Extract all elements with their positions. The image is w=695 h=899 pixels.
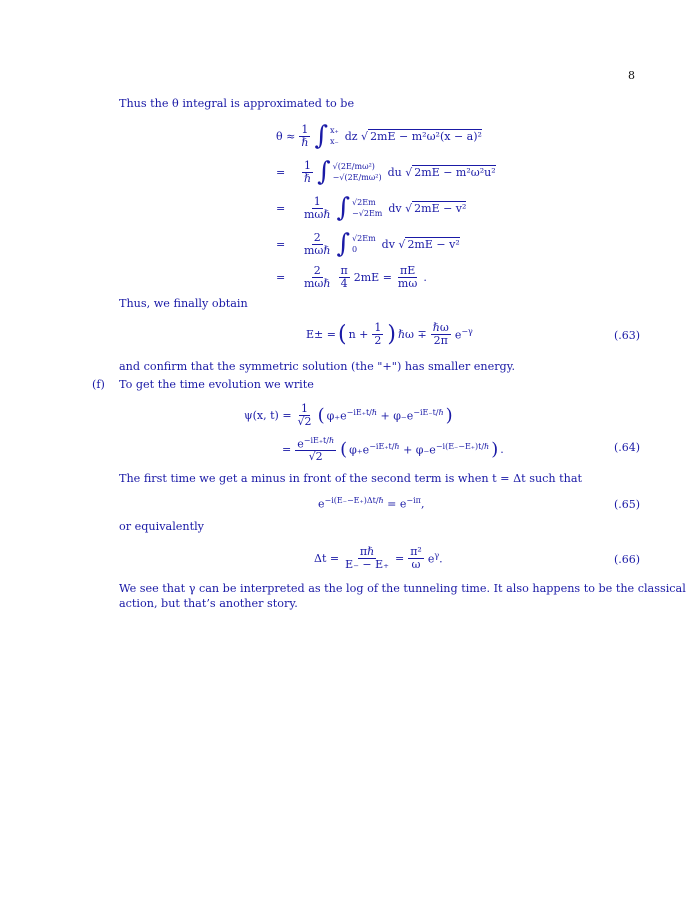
paragraph-first-time: The first time we get a minus in front of the second term is when t = Δt such that — [119, 472, 583, 485]
paragraph-finally: Thus, we finally obtain — [119, 297, 248, 310]
paragraph-theta-intro: Thus the θ integral is approximated to be — [119, 97, 355, 110]
page-number: 8 — [628, 69, 635, 82]
item-f-text: To get the time evolution we write — [119, 378, 314, 391]
paragraph-equivalently: or equivalently — [119, 520, 204, 533]
equation-number-65: (.65) — [614, 498, 641, 511]
equation-number-64: (.64) — [614, 441, 641, 454]
item-f-label: (f) — [92, 378, 105, 391]
theta-line-2: = $\frac{1}{\text{ℏ}}$ ∫ √(2E/mω²) −√(2E/mω²) du √ 2mE − m²ω²u² — [276, 157, 496, 187]
theta-line-4: = $\frac{2}{\text{mωℏ}}$ ∫ √2Em 0 dv √ 2mE − v² — [276, 229, 460, 259]
equation-number-66: (.66) — [614, 553, 641, 566]
equation-66: Δt = $\frac{\text{πℏ}}{E_- - E_+}$ = $\frac{\text{π²}}{\omega}$ $e^\gamma$. — [314, 544, 443, 571]
psi-line-2: = $\frac{e^{-iE_+t/\hbar}}{√2}$ ( $\varphi_+e^{-iE_+t/\hbar} + \varphi_-e^{-i(E_--E_+)t/\hbar}$ ) . — [282, 435, 504, 464]
equation-63: E± = ( n + $\frac{1}{2}$ ) ℏω ∓ $\frac{\text{ℏω}}{2\pi}$ $e^{-\gamma}$ — [306, 320, 473, 347]
equation-theta-block — [276, 118, 536, 292]
paragraph-conclusion-line-2: action, but that’s another story. — [119, 597, 298, 610]
theta-line-5: = $\frac{2}{\text{mωℏ}}$ $\frac{\pi}{4}$ 2mE = $\frac{\pi E}{m\omega}$ . — [276, 263, 427, 290]
equation-65: $e^{-i(E_--E_+)\Delta t/\hbar} = e^{-i\pi}$, — [318, 496, 425, 511]
equation-number-63: (.63) — [614, 329, 641, 342]
theta-line-1: θ ≈ $\frac{1}{\text{ℏ}}$ ∫ x₊ x₋ dz √ 2mE − m²ω²(x − a)² — [276, 121, 482, 151]
equation-64 — [244, 398, 504, 466]
theta-line-3: = $\frac{1}{\text{mωℏ}}$ ∫ √2Em −√2Em dv √ 2mE − v² — [276, 193, 467, 223]
paragraph-conclusion-line-1: We see that γ can be interpreted as the log of the tunneling time. It also happens to be the classical — [119, 582, 686, 595]
paragraph-confirm: and confirm that the symmetric solution (the "+") has smaller energy. — [119, 360, 516, 373]
psi-line-1: ψ(x, t) = $\frac{1}{√2}$ ( $\varphi_+e^{-iE_+t/\hbar} + \varphi_-e^{-iE_-t/\hbar}$ ) — [244, 401, 453, 428]
